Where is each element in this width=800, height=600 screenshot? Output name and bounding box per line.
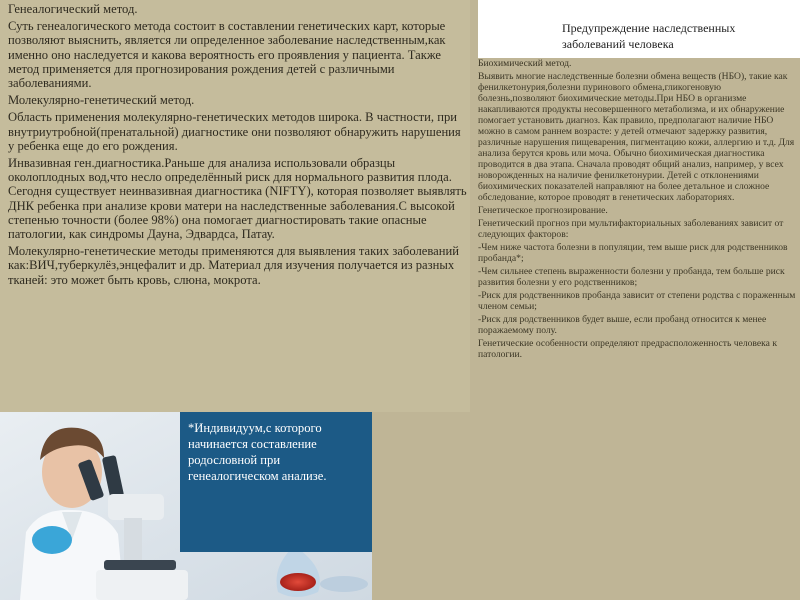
slide-title: Предупреждение наследственных заболеваний человека	[562, 21, 736, 51]
prognosis-intro: Генетический прогноз при мультифакториальных заболеваниях зависит от следующих факторов:	[478, 218, 784, 240]
genealogical-text: Суть генеалогического метода состоит в составлении генетических карт, которые позволяют выяснить, является ли определенное заболевание наследственным,как именно оно наследуется и какова вероятность его проявления у пациента. Также метод применяется для прогнозирования рождения детей с различными заболеваниями.	[8, 19, 446, 91]
prognosis-factor-2: -Чем сильнее степень выраженности болезни у пробанда, тем больше риск развития болезни у его родственников;	[478, 266, 785, 288]
note-box	[180, 412, 372, 552]
invasive-text: Инвазивная ген.диагностика.Раньше для анализа использовали образцы околоплодных вод,что несло определённый риск для нормального развития плода. Сегодня существует неинвазивная диагностика (NIFTY), которая позволяет выявлять ДНК ребенка при анализе крови матери на наследственные заболевания.С высокой степенью точности (более 98%) она помогает диагностировать такие опасные патологии, как синдромы Дауна, Эдвардса, Патау.	[8, 156, 467, 242]
left-text-block	[8, 2, 470, 290]
title-box	[478, 0, 800, 58]
prognosis-factor-3: -Риск для родственников пробанда зависит от степени родства с пораженным членом семьи;	[478, 290, 796, 312]
right-text-block	[478, 58, 796, 362]
method-heading-genealogical: Генеалогический метод.	[8, 2, 138, 16]
biochemical-heading: Биохимический метод.	[478, 58, 572, 69]
biochemical-text: Выявить многие наследственные болезни обмена веществ (НБО), такие как фенилкетонурия,болезни пуринового обмена,гликогеновую болезнь,позволяют биохимические методы.При НБО в организме накапливаются продукты несовершенного метаболизма, и их обнаружение помогает установить диагноз. Как правило, предполагают наличие НБО можно в самом раннем возрасте: у детей отмечают задержку развития, различные нарушения пищеварения, пигментацию кожи, аллергию и т.д. Для анализа берутся кровь или моча. Обычно биохимическая диагностика проводится в два этапа. Сначала проводят общий анализ, например, у всех новорожденных на наличие фенилкетонурии. Детей с отклонениями биохимических показателей направляют на более детальное и сложное обследование, которое проводят в генетических лабораториях.	[478, 71, 795, 203]
proband-footnote: *Индивидуум,с которого начинается составление родословной при генеалогическом анализе.	[188, 421, 327, 483]
method-heading-molecular: Молекулярно-генетический метод.	[8, 93, 195, 108]
prognosis-heading: Генетическое прогнозирование.	[478, 205, 608, 216]
prognosis-factor-4: -Риск для родственников будет выше, если пробанд относится к менее поражаемому полу.	[478, 314, 767, 336]
prognosis-factor-1: -Чем ниже частота болезни в популяции, тем выше риск для родственников пробанда*;	[478, 242, 788, 264]
molecular-diseases-text: Молекулярно-генетические методы применяются для выявления таких заболеваний как:ВИЧ,туберкулёз,энцефалит и др. Материал для изучения получается из разных тканей: это может быть кровь, слюна, мокрота.	[8, 244, 459, 287]
molecular-text: Область применения молекулярно-генетических методов широка. В частности, при внутриутробной(пренатальной) диагностике они позволяют обнаружить нарушения у ребенка еще до его рождения.	[8, 110, 461, 153]
prognosis-conclusion: Генетические особенности определяют предрасположенность человека к патологии.	[478, 338, 777, 360]
